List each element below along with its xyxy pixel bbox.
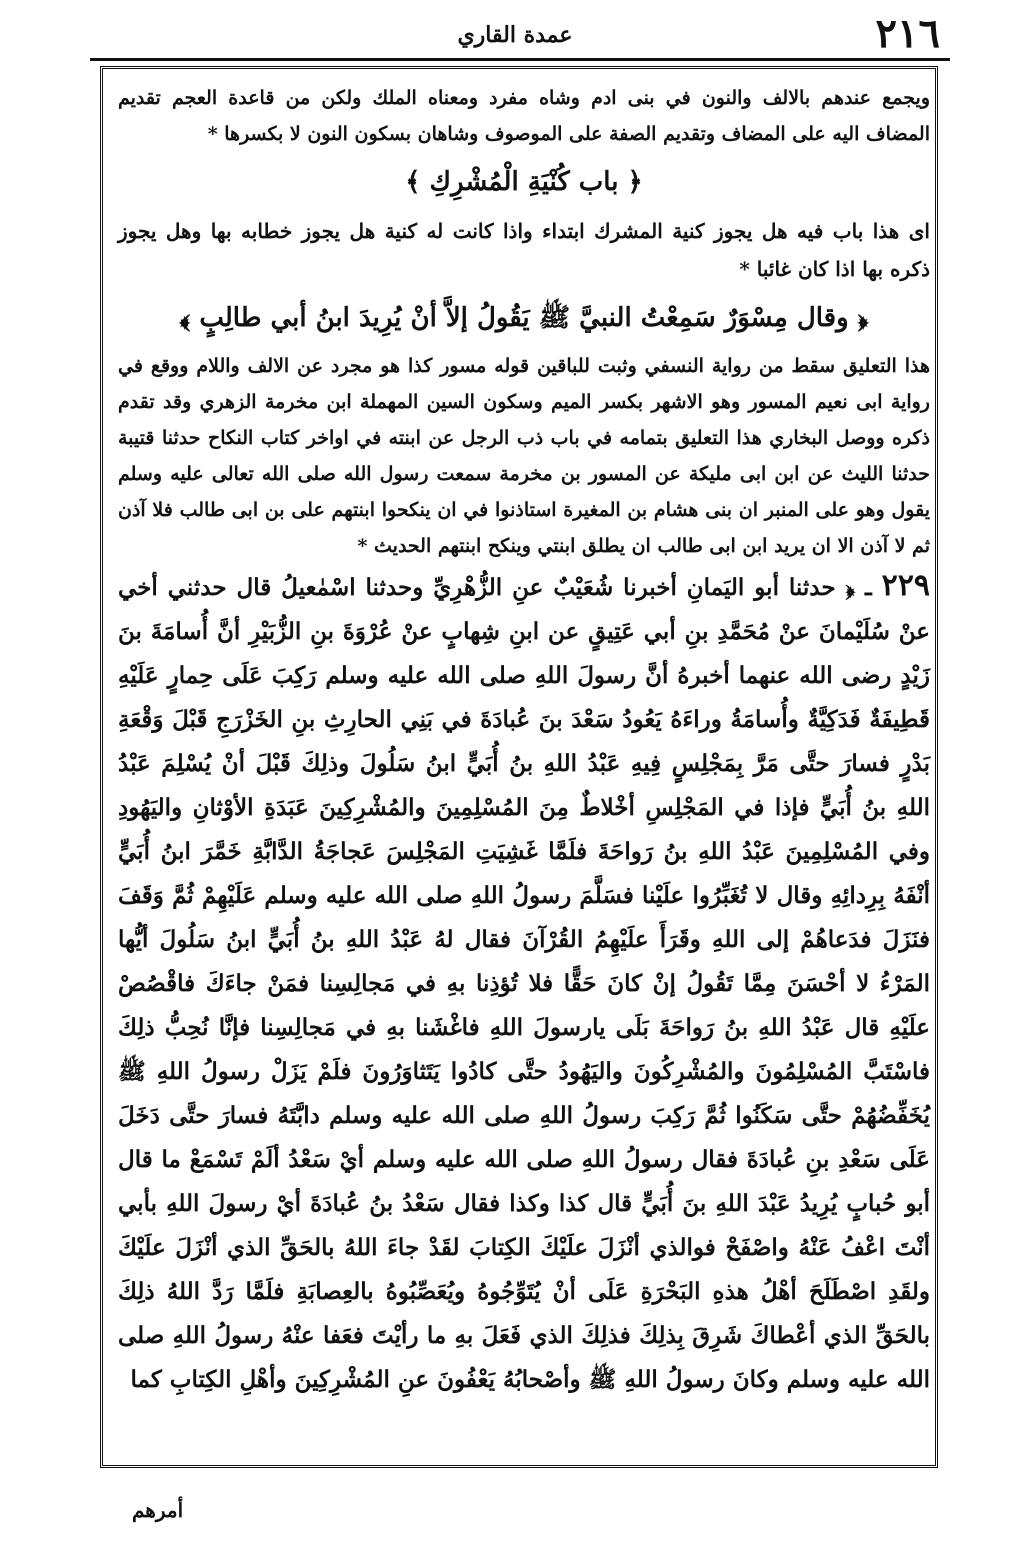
main-text [118,80,930,1402]
page-number: ٢١٦ [875,10,940,57]
header-rule [90,58,950,61]
page-header [80,10,950,60]
intro-paragraph: ويجمع عندهم بالالف والنون في بنى ادم وشاه مفرد ومعناه الملك ولكن من قاعدة العجم تقديم المضاف اليه على المضاف وتقديم الصفة على الموصوف وشاهان بسكون النون لا بكسرها * [118,87,930,145]
hadith-number: ٢٢٩ [881,568,930,603]
chapter-heading: ﴿ باب كُنْيَةِ الْمُشْرِكِ ﴾ [405,167,643,197]
hadith-dash: ـ [854,574,872,601]
taliq-heading: ﴿ وقال مِسْوَرٌ سَمِعْتُ النبيَّ ﷺ يَقُولُ إلاَّ أنْ يُرِيدَ ابنُ أبي طالِبٍ ﴾ [179,303,869,333]
chapter-commentary: اى هذا باب فيه هل يجوز كنية المشرك ابتداء واذا كانت له كنية هل يجوز خطابه بها وهل يجوز ذكره بها اذا كان غائبا * [118,219,930,281]
running-title: عمدة القاري [457,22,573,48]
hadith-text: ﴿ حدثنا أبو اليَمانِ أخبرنا شُعَيْبٌ عنِ الزُّهْرِيِّ وحدثنا اسْمٰعيلُ قال حدثني أخي عنْ سُلَيْمانَ عنْ مُحَمَّدِ بنِ أبي عَتِيقٍ عن ابنِ شِهابٍ عنْ عُرْوَةَ بنِ الزُّبَيْرِ أنَّ أُسامَةَ بنَ زَيْدٍ رضى الله عنهما أخبرهُ أنَّ رسولَ اللهِ صلى الله عليه وسلم رَكِبَ عَلَى حِمارٍ عَلَيْهِ قَطِيفَةٌ فَدَكِيَّةٌ وأُسامَةُ وراءَهُ يَعُودُ سَعْدَ بنَ عُبادَةَ في بَنِي الحارِثِ بنِ الخَزْرَجِ قَبْلَ وَقْعَةِ بَدْرٍ فسارَ حتَّى مَرَّ بِمَجْلِسٍ فِيهِ عَبْدُ اللهِ بنُ أُبَيٍّ ابنُ سَلُولَ وذلِكَ قَبْلَ أنْ يُسْلِمَ عَبْدُ اللهِ بنُ أُبَيٍّ فإذا في المَجْلِسِ أخْلاطٌ مِنَ المُسْلِمِينَ والمُشْرِكِينَ عَبَدَةِ الأوْثانِ واليَهُودِ وفي المُسْلِمِينَ عَبْدُ اللهِ بنُ رَواحَةَ فلَمَّا غَشِيَتِ المَجْلِسَ عَجاجَةُ الدَّابَّةِ خَمَّرَ ابنُ أُبَيٍّ أنْفَهُ بِرِدائِهِ وقال لا تُغَبِّرُوا علَيْنا فسَلَّمَ رسولُ اللهِ صلى الله عليه وسلم عَلَيْهِمْ ثُمَّ وَقَفَ فنَزَلَ فدَعاهُمْ إلى اللهِ وقَرَأَ علَيْهِمُ القُرْآنَ فقال لهُ عَبْدُ اللهِ بنُ أُبَيٍّ ابنُ سَلُولَ أيُّها المَرْءُ لا أحْسَنَ مِمَّا تَقُولُ إنْ كانَ حَقًّا فلا تُؤذِنا بهِ في مَجالِسِنا فمَنْ جاءَكَ فاقْصُصْ علَيْهِ قال عَبْدُ اللهِ بنُ رَواحَةَ بَلَى يارسولَ اللهِ فاغْشَنا بهِ في مَجالِسِنا فإنَّا نُحِبُّ ذلِكَ فاسْتَبَّ المُسْلِمُونَ والمُشْرِكُونَ واليَهُودُ حتَّى كادُوا يَتَثاوَرُونَ فلَمْ يَزَلْ رسولُ اللهِ ﷺ يُخَفِّضُهُمْ حتَّى سَكَنُوا ثُمَّ رَكِبَ رسولُ اللهِ صلى الله عليه وسلم دابَّتَهُ فسارَ حتَّى دَخَلَ عَلَى سَعْدِ بنِ عُبادَةَ فقال رسولُ اللهِ صلى الله عليه وسلم أيْ سَعْدُ ألَمْ تَسْمَعْ ما قال أبو حُبابٍ يُرِيدُ عَبْدَ اللهِ بنَ أُبَيٍّ قال كذا وكذا فقال سَعْدُ بنُ عُبادَةَ أيْ رسولَ اللهِ بأبي أنْتَ اعْفُ عَنْهُ واصْفَحْ فوالذي أنْزَلَ علَيْكَ الكِتابَ لقَدْ جاءَ اللهُ بالحَقِّ الذي أنْزَلَ علَيْكَ ولقَدِ اصْطَلَحَ أهْلُ هذهِ البَحْرَةِ عَلَى أنْ يُتَوِّجُوهُ ويُعَصِّبُوهُ بالعِصابَةِ فلَمَّا رَدَّ اللهُ ذلِكَ بالحَقِّ الذي أعْطاكَ شَرِقَ بِذلِكَ فذلِكَ الذي فَعَلَ بهِ ما رأيْتَ فعَفا عنْهُ رسولُ اللهِ صلى الله عليه وسلم وكانَ رسولُ اللهِ ﷺ وأصْحابُهُ يَعْفُونَ عنِ المُشْرِكِينَ وأهْلِ الكِتابِ كما [118,574,930,1393]
catchword: أمرهم [132,1498,184,1522]
taliq-commentary: هذا التعليق سقط من رواية النسفي وثبت للباقين قوله مسور كذا هو مجرد عن الالف واللام ووقع في رواية ابى نعيم المسور وهو الاشهر بكسر الميم وسكون السين المهملة ابن مخرمة الزهري وقد تقدم ذكره ووصل البخاري هذا التعليق بتمامه في باب ذب الرجل عن ابنته في اواخر كتاب النكاح حدثنا قتيبة حدثنا الليث عن ابن ابى مليكة عن المسور بن مخرمة سمعت رسول الله صلى الله تعالى عليه وسلم يقول وهو على المنبر ان بنى هشام بن المغيرة استاذنوا في ان ينكحوا ابنتهم على بن ابى طالب فلا آذن ثم لا آذن الا ان يريد ابن ابى طالب ان يطلق ابنتي وينكح ابنتهم الحديث * [118,355,930,557]
hadith-paragraph [118,564,930,1402]
